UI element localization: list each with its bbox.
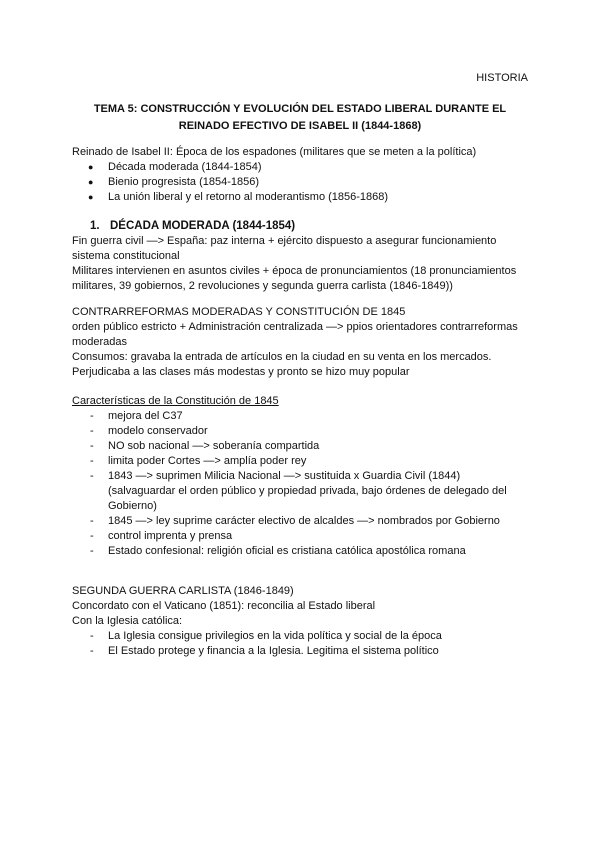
paragraph: Fin guerra civil —> España: paz interna + ejército dispuesto a asegurar funcionamiento sistema constitucional <box>72 235 497 262</box>
intro-section <box>72 145 528 205</box>
list-item: - modelo conservador <box>72 424 528 439</box>
list-item: - 1843 —> suprimen Milicia Nacional —> sustituida x Guardia Civil (1844) (salvaguardar el orden público y propiedad privada, bajo órdenes de delegado del Gobierno) <box>72 469 528 514</box>
list-item: ● Bienio progresista (1854-1856) <box>72 175 528 190</box>
paragraph: orden público estricto + Administración centralizada —> ppios orientadores contrarreformas moderadas <box>72 321 518 348</box>
intro-bullet-list <box>72 160 528 205</box>
intro-text: Reinado de Isabel II: Época de los espadones (militares que se meten a la política) <box>72 146 477 158</box>
constitucion-list <box>72 409 528 559</box>
list-item: - limita poder Cortes —> amplía poder rey <box>72 454 528 469</box>
title-line-1: TEMA 5: CONSTRUCCIÓN Y EVOLUCIÓN DEL ESTADO LIBERAL DURANTE EL <box>93 103 507 115</box>
section-number: 1. <box>90 220 100 232</box>
section-constitucion-1845 <box>72 394 528 559</box>
list-item: ● Década moderada (1844-1854) <box>72 160 528 175</box>
list-item: - 1845 —> ley suprime carácter electivo de alcaldes —> nombrados por Gobierno <box>72 514 528 529</box>
section-heading: CONTRARREFORMAS MODERADAS Y CONSTITUCIÓN DE 1845 <box>72 306 406 318</box>
list-item: - mejora del C37 <box>72 409 528 424</box>
section-heading-text: DÉCADA MODERADA (1844-1854) <box>110 220 296 232</box>
carlista-list <box>72 629 528 659</box>
list-item: - El Estado protege y financia a la Iglesia. Legitima el sistema político <box>72 644 528 659</box>
subject-label: HISTORIA <box>476 72 528 84</box>
document-title <box>72 101 528 135</box>
title-line-2: REINADO EFECTIVO DE ISABEL II (1844-1868) <box>178 120 422 132</box>
section-heading: Características de la Constitución de 1845 <box>72 395 279 407</box>
section-heading <box>72 219 528 234</box>
list-item: - La Iglesia consigue privilegios en la vida política y social de la época <box>72 629 528 644</box>
section-decada-moderada <box>72 219 528 294</box>
list-item: - control imprenta y prensa <box>72 529 528 544</box>
list-item: ● La unión liberal y el retorno al moderantismo (1856-1868) <box>72 190 528 205</box>
list-item: - Estado confesional: religión oficial es cristiana católica apostólica romana <box>72 544 528 559</box>
paragraph: Consumos: gravaba la entrada de artículos en la ciudad en su venta en los mercados. Perjudicaba a las clases más modestas y pronto se hizo muy popular <box>72 351 492 378</box>
section-contrarreformas <box>72 305 528 380</box>
paragraph: Militares intervienen en asuntos civiles + época de pronunciamientos (18 pronunciamientos militares, 39 gobiernos, 2 revoluciones y segunda guerra carlista (1846-1849)) <box>72 265 517 292</box>
paragraph: Con la Iglesia católica: <box>72 615 183 627</box>
section-heading: SEGUNDA GUERRA CARLISTA (1846-1849) <box>72 585 294 597</box>
section-segunda-guerra-carlista <box>72 584 528 659</box>
list-item: - NO sob nacional —> soberanía compartida <box>72 439 528 454</box>
paragraph: Concordato con el Vaticano (1851): reconcilia al Estado liberal <box>72 600 376 612</box>
